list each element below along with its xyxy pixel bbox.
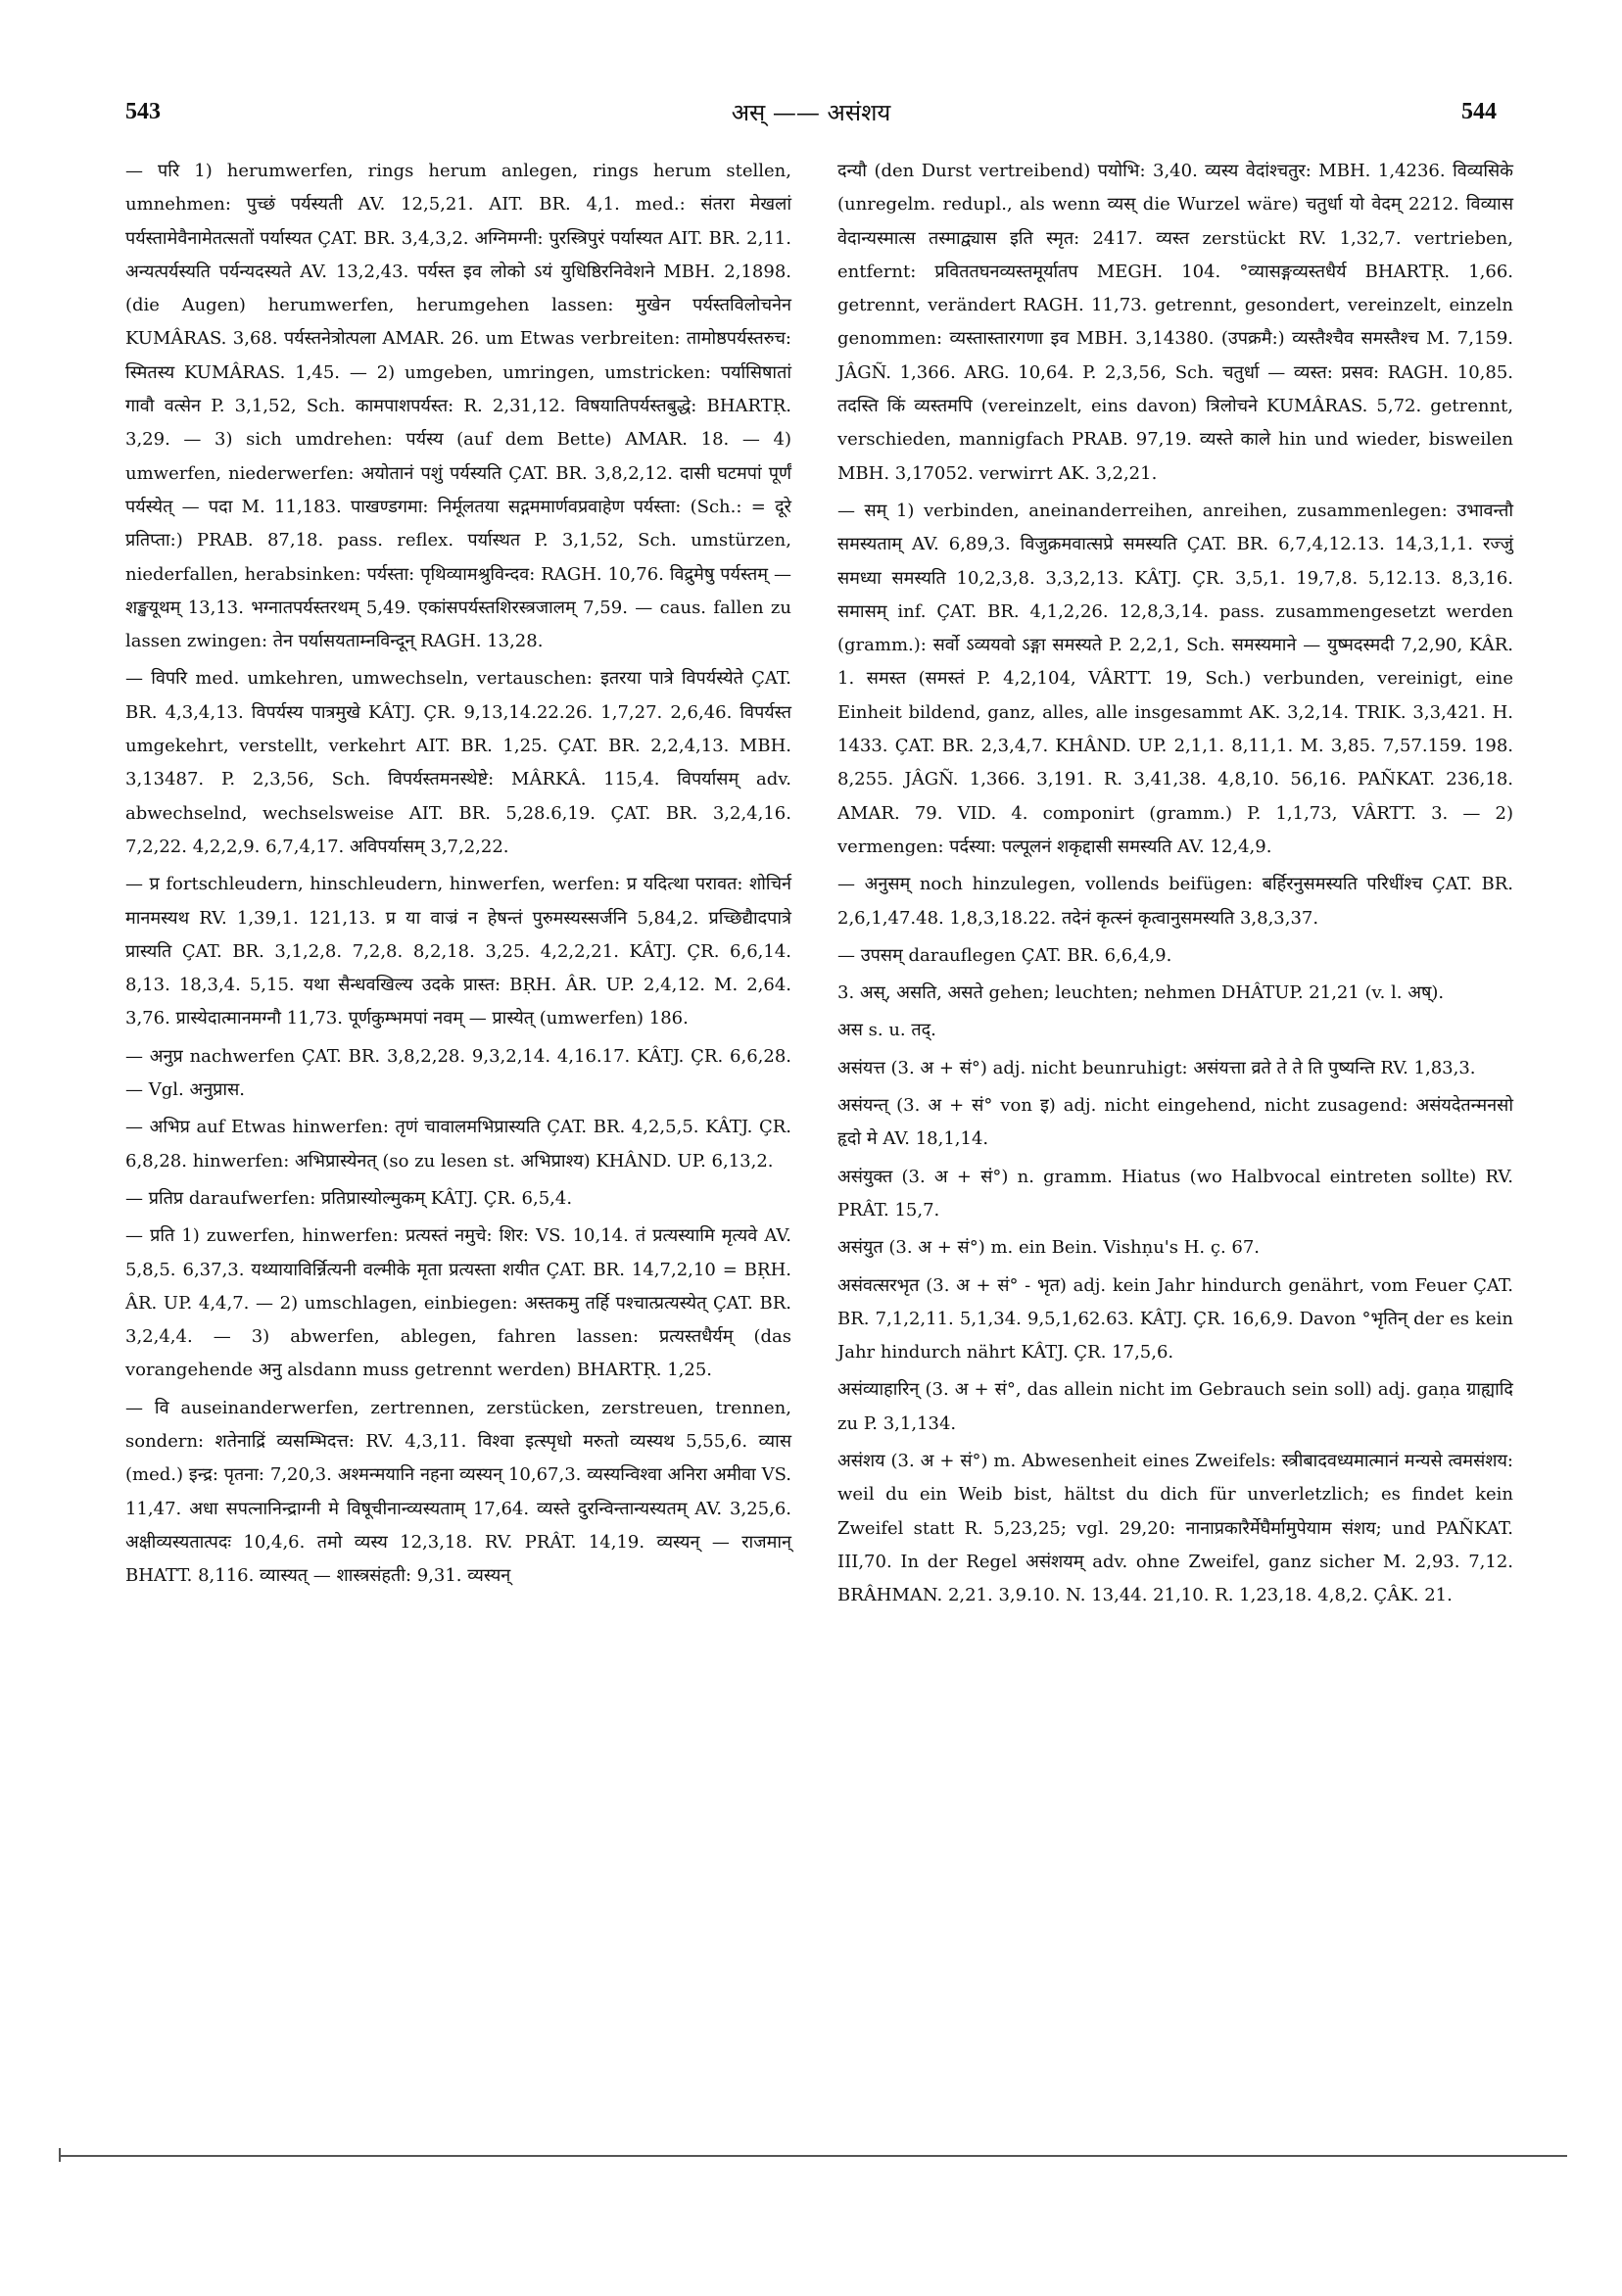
- entry-paragraph: — अनुप्र nachwerfen ÇAT. BR. 3,8,2,28. 9,3,2,14. 4,16.17. KÂTJ. ÇR. 6,6,28. — Vgl. अनुप्रास.: [125, 1045, 791, 1101]
- entry-paragraph: दन्यौ (den Durst vertreibend) पयोभि: 3,40. व्यस्य वेदांश्चतुर: MBH. 1,4236. विव्यसिके (unregelm. redupl., als wenn व्यस् die Wurzel wäre) चतुर्धा यो वेदम् 2212. विव्यास वेदान्यस्मात्स तस्माद्व्यास इति स्मृत: 2417. व्यस्त zerstückt RV. 1,32,7. vertrieben, entfernt: प्रविततघनव्यस्तमूर्यातप MEGH. 104. °व्यासङ्गव्यस्तधैर्य BHARTṚ. 1,66. getrennt, verändert RAGH. 11,73. getrennt, gesondert, vereinzelt, einzeln genommen: व्यस्तास्तारगणा इव MBH. 3,14380. (उपक्रमै:) व्यस्तैश्चैव समस्तैश्च M. 7,159. JÂGÑ. 1,366. ARG. 10,64. P. 2,3,56, Sch. चतुर्धा — व्यस्त: प्रसव: RAGH. 10,85. तदस्ति किं व्यस्तमपि (vereinzelt, eins davon) त्रिलोचने KUMÂRAS. 5,72. getrennt, verschieden, mannigfach PRAB. 97,19. व्यस्ते काले hin und wieder, bisweilen MBH. 3,17052. verwirrt AK. 3,2,21.: [837, 161, 1513, 484]
- entry-paragraph: असंयुक्त (3. अ + सं°) n. gramm. Hiatus (wo Halbvocal eintreten sollte) RV. PRÂT. 15,7.: [837, 1166, 1513, 1220]
- running-title: अस् —— असंशय: [731, 98, 891, 126]
- page-number-right: 544: [1461, 98, 1497, 124]
- entry-paragraph: — प्रतिप्र daraufwerfen: प्रतिप्रास्योल्मुकम् KÂTJ. ÇR. 6,5,4.: [125, 1187, 573, 1209]
- entry-paragraph: — परि 1) herumwerfen, rings herum anlegen, rings herum stellen, umnehmen: पुच्छं पर्यस्यती AV. 12,5,21. AIT. BR. 4,1. med.: संतरा मेखलां पर्यस्तामेवैनामेतत्सतों पर्यास्यत ÇAT. BR. 3,4,3,2. अग्निमग्नी: पुरस्त्रिपुरं पर्यास्यत AIT. BR. 2,11. अन्यत्पर्यस्यति पर्यन्यदस्यते AV. 13,2,43. पर्यस्त इव लोको ऽयं युधिष्ठिरनिवेशने MBH. 2,1898. (die Augen) herumwerfen, herumgehen lassen: मुखेन पर्यस्तविलोचनेन KUMÂRAS. 3,68. पर्यस्तनेत्रोत्पला AMAR. 26. um Etwas verbreiten: तामोष्ठपर्यस्तरुच: स्मितस्य KUMÂRAS. 1,45. — 2) umgeben, umringen, umstricken: पर्यासिषातां गावौ वत्सेन P. 3,1,52, Sch. कामपाशपर्यस्त: R. 2,31,12. विषयातिपर्यस्तबुद्धे: BHARTṚ. 3,29. — 3) sich umdrehen: पर्यस्य (auf dem Bette) AMAR. 18. — 4) umwerfen, niederwerfen: अयोतानं पशुं पर्यस्यति ÇAT. BR. 3,8,2,12. दासी घटमपां पूर्णं पर्यस्येत् — पदा M. 11,183. पाखण्डगमा: निर्मूलतया सद्गममार्णवप्रवाहेण पर्यस्ता: (Sch.: = दूरे प्रतिप्ता:) PRAB. 87,18. pass. reflex. पर्यास्थत P. 3,1,52, Sch. umstürzen, niederfallen, herabsinken: पर्यस्ता: पृथिव्यामश्रुविन्दव: RAGH. 10,76. विद्रुमेषु पर्यस्तम् — शङ्खयूथम् 13,13. भग्नातपर्यस्तरथम् 5,49. एकांसपर्यस्तशिरस्त्रजालम् 7,59. — caus. fallen zu lassen zwingen: तेन पर्यासयताम्नविन्दून् RAGH. 13,28.: [125, 161, 791, 652]
- entry-paragraph: असंवत्सरभृत (3. अ + सं° - भृत) adj. kein Jahr hindurch genährt, vom Feuer ÇAT. BR. 7,1,2,11. 5,1,34. 9,5,1,62.63. KÂTJ. ÇR. 16,6,9. Davon °भृतिन् der es kein Jahr hindurch nährt KÂTJ. ÇR. 17,5,6.: [837, 1274, 1513, 1363]
- page-header: [125, 90, 1497, 133]
- entry-paragraph: — विपरि med. umkehren, umwechseln, vertauschen: इतरया पात्रे विपर्यस्येते ÇAT. BR. 4,3,4,13. विपर्यस्य पात्रमुखे KÂTJ. ÇR. 9,13,14.22.26. 1,7,27. 2,6,46. विपर्यस्त umgekehrt, verstellt, verkehrt AIT. BR. 1,25. ÇAT. BR. 2,2,4,13. MBH. 3,13487. P. 2,3,56, Sch. विपर्यस्तमनस्थेष्टे: MÂRKÂ. 115,4. विपर्यासम् adv. abwechselnd, wechselsweise AIT. BR. 5,28.6,19. ÇAT. BR. 3,2,4,16. 7,2,22. 4,2,2,9. 6,7,4,17. अविपर्यासम् 3,7,2,22.: [125, 668, 791, 857]
- entry-paragraph: — वि auseinanderwerfen, zertrennen, zerstücken, zerstreuen, trennen, sondern: शतेनाद्रिं व्यसम्भिदत्त: RV. 4,3,11. विश्वा इत्स्पृधो मरुतो व्यस्यथ 5,55,6. व्यास (med.) इन्द्र: पृतना: 7,20,3. अश्मन्मयानि नहना व्यस्यन् 10,67,3. व्यस्यन्विश्वा अनिरा अमीवा VS. 11,47. अधा सपत्नानिन्द्राग्नी मे विषूचीनान्व्यस्यताम् 17,64. व्यस्ते दुरन्विन्तान्यस्यतम् AV. 3,25,6. अक्षीव्यस्यतात्पदः 10,4,6. तमो व्यस्य 12,3,18. RV. PRÂT. 14,19. व्यस्यन् — राजमान् BHATT. 8,116. व्यास्यत् — शास्त्रसंहती: 9,31. व्यस्यन्: [125, 1397, 791, 1587]
- page-number-left: 543: [125, 98, 161, 124]
- entry-paragraph: असंयन्त् (3. अ + सं° von इ) adj. nicht eingehend, nicht zusagend: असंयदेतन्मनसो हृदो मे AV. 18,1,14.: [837, 1095, 1513, 1150]
- entry-paragraph: असंयत्त (3. अ + सं°) adj. nicht beunruhigt: असंयत्ता व्रते ते ते ति पुष्यन्ति RV. 1,83,3.: [837, 1057, 1476, 1078]
- entry-paragraph: — उपसम् darauflegen ÇAT. BR. 6,6,4,9.: [837, 944, 1172, 966]
- entry-paragraph: अस s. u. तद्.: [837, 1020, 936, 1041]
- entry-paragraph: — प्र fortschleudern, hinschleudern, hinwerfen, werfen: प्र यदित्था परावत: शोचिर्न मानमस्यथ RV. 1,39,1. 121,13. प्र या वाज्रं न हेषन्तं पुरुमस्यस्सर्जनि 5,84,2. प्रच्छिद्यैादपात्रे प्रास्यति ÇAT. BR. 3,1,2,8. 7,2,8. 8,2,18. 3,25. 4,2,2,21. KÂTJ. ÇR. 6,6,14. 8,13. 18,3,4. 5,15. यथा सैन्धवखिल्य उदके प्रास्त: BṚH. ÂR. UP. 2,4,12. M. 2,64. 3,76. प्रास्येदात्मानमग्नौ 11,73. पूर्णकुम्भमपां नवम् — प्रास्येत् (umwerfen) 186.: [125, 874, 791, 1029]
- entry-paragraph: असंशय (3. अ + सं°) m. Abwesenheit eines Zweifels: स्त्रीबादवध्यमात्मानं मन्यसे त्वमसंशय: weil du ein Weib bist, hältst du dich für unverletzlich; es findet kein Zweifel statt R. 5,23,25; vgl. 29,20: नानाप्रकारैर्मेघैर्मामुपेयाम संशय; und PAÑKAT. III,70. In der Regel असंशयम् adv. ohne Zweifel, ganz sicher M. 2,93. 7,12. BRÂHMAN. 2,21. 3,9.10. N. 13,44. 21,10. R. 1,23,18. 4,8,2. ÇÂK. 21.: [837, 1450, 1513, 1606]
- entry-paragraph: 3. अस्, असति, असते gehen; leuchten; nehmen DHÂTUP. 21,21 (v. l. अष्).: [837, 982, 1445, 1004]
- entry-paragraph: असंव्याहारिन् (3. अ + सं°, das allein nicht im Gebrauch sein soll) adj. gaṇa ग्राह्यादि zu P. 3,1,134.: [837, 1379, 1513, 1434]
- entry-paragraph: — सम् 1) verbinden, aneinanderreihen, anreihen, zusammenlegen: उभावन्तौ समस्यताम् AV. 6,89,3. विजुक्रमवात्सप्रे समस्यति ÇAT. BR. 6,7,4,12.13. 14,3,1,1. रज्जुं समध्या समस्यति 10,2,3,8. 3,3,2,13. KÂTJ. ÇR. 3,5,1. 19,7,8. 5,12.13. 8,3,16. समासम् inf. ÇAT. BR. 4,1,2,26. 12,8,3,14. pass. zusammengesetzt werden (gramm.): सर्वो ऽव्ययवो ऽङ्गा समस्यते P. 2,2,1, Sch. समस्यमाने — युष्मदस्मदी 7,2,90, KÂR. 1. समस्त (समस्तं P. 4,2,104, VÂRTT. 19, Sch.) verbunden, vereinigt, eine Einheit bildend, ganz, alles, alle insgesammt AK. 3,2,14. TRIK. 3,3,421. H. 1433. ÇAT. BR. 2,3,4,7. KHÂND. UP. 2,1,1. 8,11,1. M. 3,85. 7,57.159. 198. 8,255. JÂGÑ. 1,366. 3,191. R. 3,41,38. 4,8,10. 56,16. PAÑKAT. 236,18. AMAR. 79. VID. 4. componirt (gramm.) P. 1,1,73, VÂRTT. 3. — 2) vermengen: पर्दस्या: पल्पूलनं शकृद्दासी समस्यति AV. 12,4,9.: [837, 500, 1513, 857]
- entry-paragraph: — प्रति 1) zuwerfen, hinwerfen: प्रत्यस्तं नमुचे: शिर: VS. 10,14. तं प्रत्यस्यामि मृत्यवे AV. 5,8,5. 6,37,3. यथ्यायाविर्न्नित्यनी वल्मीके मृता प्रत्यस्ता शयीत ÇAT. BR. 14,7,2,10 = BṚH. ÂR. UP. 4,4,7. — 2) umschlagen, einbiegen: अस्तकमु तर्हि पश्चात्प्रत्यस्येत् ÇAT. BR. 3,2,4,4. — 3) abwerfen, ablegen, fahren lassen: प्रत्यस्तधैर्यम् (das vorangehende अनु alsdann muss getrennt werden) BHARTṚ. 1,25.: [125, 1225, 791, 1381]
- left-column: [125, 155, 791, 1597]
- bottom-rule-tick: [59, 2148, 61, 2162]
- bottom-rule-divider: [59, 2155, 1567, 2157]
- right-column: [837, 155, 1513, 1616]
- entry-paragraph: — अनुसम् noch hinzulegen, vollends beifügen: बर्हिरनुसमस्यति परिधींश्च ÇAT. BR. 2,6,1,47.48. 1,8,3,18.22. तदेनं कृत्स्नं कृत्वानुसमस्यति 3,8,3,37.: [837, 874, 1513, 929]
- entry-paragraph: असंयुत (3. अ + सं°) m. ein Bein. Vishṇu's H. ç. 67.: [837, 1237, 1261, 1259]
- entry-paragraph: — अभिप्र auf Etwas hinwerfen: तृणं चावालमभिप्रास्यति ÇAT. BR. 4,2,5,5. KÂTJ. ÇR. 6,8,28. hinwerfen: अभिप्रास्येनत् (so zu lesen st. अभिप्राश्य) KHÂND. UP. 6,13,2.: [125, 1117, 791, 1172]
